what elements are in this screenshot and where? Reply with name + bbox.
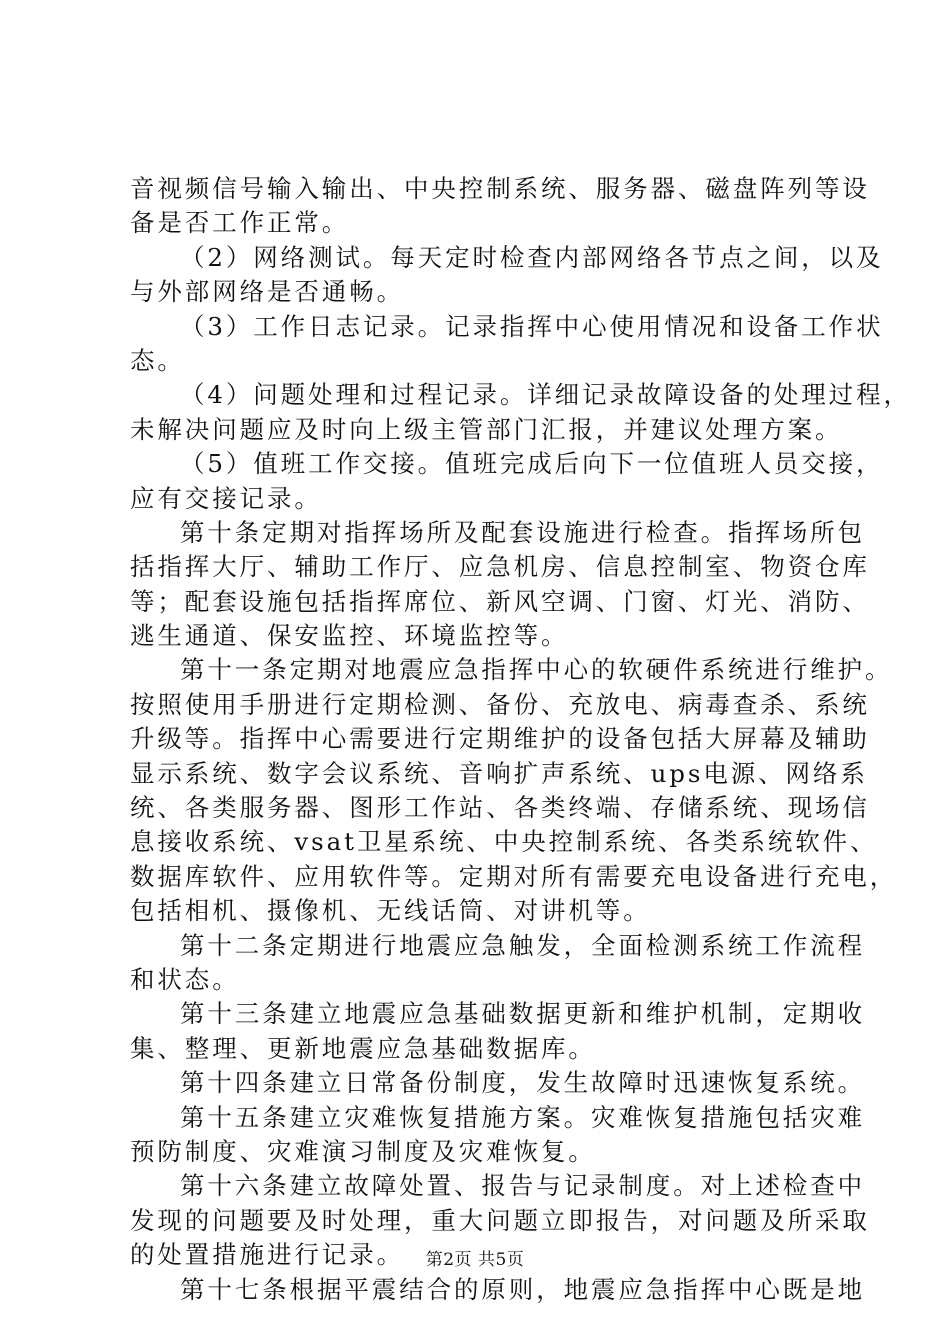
text-line: 升级等。指挥中心需要进行定期维护的设备包括大屏幕及辅助	[130, 724, 870, 754]
text-line: （5）值班工作交接。值班完成后向下一位值班人员交接，	[180, 449, 884, 479]
text-line: 第十五条建立灾难恢复措施方案。灾难恢复措施包括灾难	[180, 1102, 865, 1132]
text-line: 发现的问题要及时处理，重大问题立即报告，对问题及所采取	[130, 1205, 870, 1235]
text-line: 第十二条定期进行地震应急触发，全面检测系统工作流程	[180, 930, 865, 960]
text-line: 统、各类服务器、图形工作站、各类终端、存储系统、现场信	[130, 793, 870, 823]
text-line: 第十三条建立地震应急基础数据更新和维护机制，定期收	[180, 999, 865, 1029]
text-line: 按照使用手册进行定期检测、备份、充放电、病毒查杀、系统	[130, 689, 870, 719]
text-line: 数据库软件、应用软件等。定期对所有需要充电设备进行充电，	[130, 861, 898, 891]
text-line: （2）网络测试。每天定时检查内部网络各节点之间，以及	[180, 242, 884, 272]
text-line: 预防制度、灾难演习制度及灾难恢复。	[130, 1136, 596, 1166]
text-line: 第十条定期对指挥场所及配套设施进行检查。指挥场所包	[180, 517, 865, 547]
text-line: 第十四条建立日常备份制度，发生故障时迅速恢复系统。	[180, 1068, 865, 1098]
text-line: 第十七条根据平震结合的原则，地震应急指挥中心既是地	[180, 1274, 865, 1304]
page-footer	[0, 1245, 950, 1270]
text-line: 显示系统、数字会议系统、音响扩声系统、ups电源、网络系	[130, 758, 868, 788]
text-line: 与外部网络是否通畅。	[130, 277, 404, 307]
text-line: 息接收系统、vsat卫星系统、中央控制系统、各类系统软件、	[130, 827, 878, 857]
text-line: 第十一条定期对地震应急指挥中心的软硬件系统进行维护。	[180, 655, 893, 685]
page-number-text: 第2页 共5页	[425, 1250, 525, 1270]
text-line: 集、整理、更新地震应急基础数据库。	[130, 1033, 596, 1063]
text-line: 未解决问题应及时向上级主管部门汇报，并建议处理方案。	[130, 414, 843, 444]
text-line: 备是否工作正常。	[130, 208, 350, 238]
text-line: （3）工作日志记录。记录指挥中心使用情况和设备工作状	[180, 311, 884, 341]
document-body	[130, 172, 911, 1307]
text-line: 包括相机、摄像机、无线话筒、对讲机等。	[130, 896, 651, 926]
text-line: 逃生通道、保安监控、环境监控等。	[130, 621, 569, 651]
text-line: 和状态。	[130, 964, 240, 994]
text-line: 应有交接记录。	[130, 483, 322, 513]
text-line: 态。	[130, 345, 185, 375]
text-line: 的处置措施进行记录。	[130, 1240, 404, 1270]
text-line: 第十六条建立故障处置、报告与记录制度。对上述检查中	[180, 1171, 865, 1201]
text-line: 括指挥大厅、辅助工作厅、应急机房、信息控制室、物资仓库	[130, 552, 870, 582]
text-line: 音视频信号输入输出、中央控制系统、服务器、磁盘阵列等设	[130, 174, 870, 203]
text-line: （4）问题处理和过程记录。详细记录故障设备的处理过程，	[180, 380, 911, 410]
text-line: 等；配套设施包括指挥席位、新风空调、门窗、灯光、消防、	[130, 586, 870, 616]
